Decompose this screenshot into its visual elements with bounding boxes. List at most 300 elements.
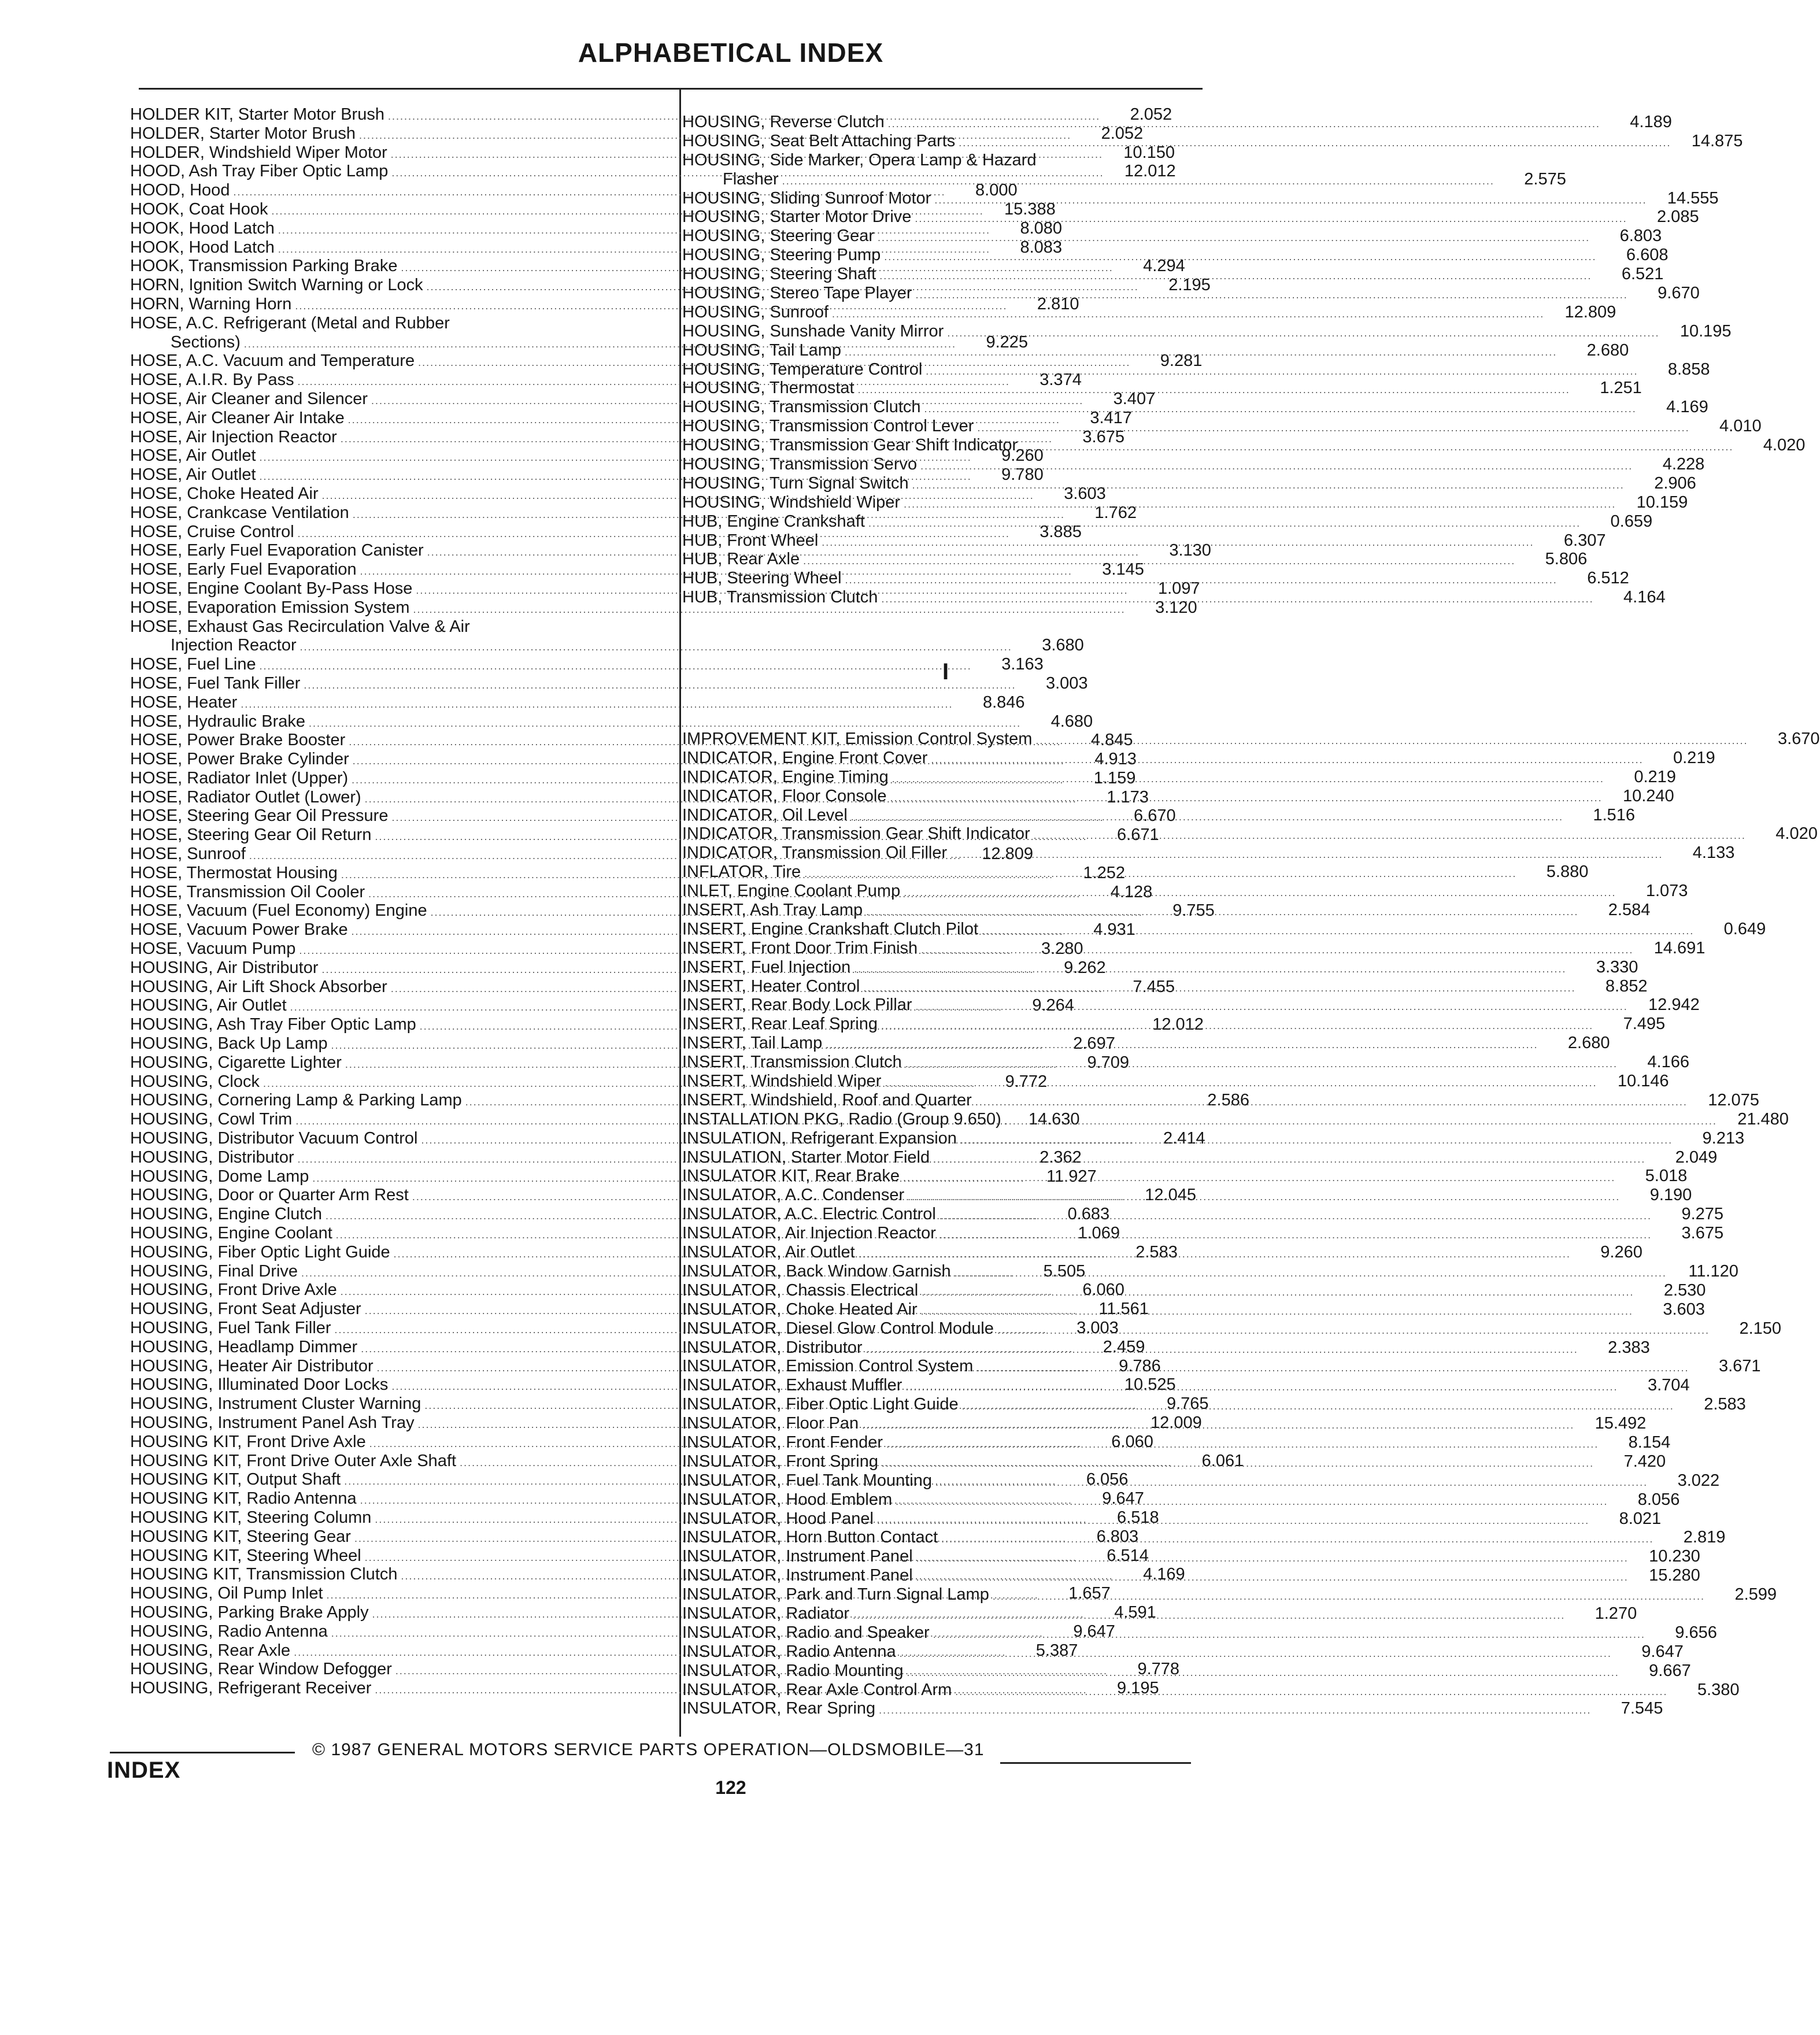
index-entry	[682, 843, 1735, 863]
dot-leader	[959, 134, 1671, 153]
entry-reference: 9.656	[1675, 1623, 1717, 1642]
index-entry	[682, 1053, 1689, 1072]
dot-leader	[260, 657, 972, 676]
index-entry	[682, 1167, 1688, 1186]
entry-name: INSULATOR, Air Outlet	[682, 1243, 855, 1262]
entry-reference: 2.586	[1207, 1091, 1249, 1110]
index-entry	[682, 131, 1743, 151]
index-entry	[682, 588, 1666, 607]
entry-reference: 2.052	[1130, 105, 1172, 124]
index-entry	[682, 1128, 1745, 1148]
index-entry	[682, 360, 1710, 379]
entry-reference: 1.251	[1600, 379, 1642, 398]
index-entry	[682, 208, 1699, 227]
entry-name: INSULATOR, Air Injection Reactor	[682, 1224, 936, 1243]
entry-reference: 5.387	[1035, 1641, 1078, 1660]
entry-reference: 0.683	[1067, 1205, 1110, 1224]
footer-rule-left	[110, 1752, 295, 1753]
index-entry	[682, 1547, 1700, 1566]
entry-name: HOUSING KIT, Front Drive Axle	[130, 1432, 366, 1451]
dot-leader	[904, 883, 1616, 902]
entry-reference: 11.561	[1098, 1300, 1149, 1319]
entry-name: HOUSING, Seat Belt Attaching Parts	[682, 131, 956, 150]
dot-leader	[1021, 438, 1733, 457]
entry-name: HOUSING, Steering Gear	[682, 227, 874, 246]
entry-reference: 8.080	[1020, 219, 1063, 238]
entry-reference: 10.525	[1124, 1375, 1176, 1394]
entry-name: HOSE, Transmission Oil Cooler	[130, 882, 365, 901]
index-entry	[682, 379, 1642, 398]
index-entry	[682, 1604, 1637, 1623]
entry-name: HOUSING, Transmission Control Lever	[682, 417, 974, 436]
index-entry	[682, 113, 1672, 132]
entry-reference: 12.009	[1151, 1413, 1202, 1432]
entry-name: HOUSING, Stereo Tape Player	[682, 284, 912, 303]
entry-reference: 7.545	[1621, 1699, 1663, 1718]
dot-leader	[947, 324, 1659, 343]
entry-name: HOSE, Air Cleaner and Silencer	[130, 389, 368, 408]
entry-name: HOUSING KIT, Transmission Clutch	[130, 1565, 398, 1584]
index-entry	[682, 1261, 1738, 1281]
entry-reference: 12.012	[1152, 1015, 1204, 1034]
entry-reference: 6.061	[1201, 1451, 1244, 1470]
entry-reference: 9.778	[1137, 1660, 1180, 1679]
entry-name: HUB, Rear Axle	[682, 550, 800, 569]
entry-reference: 4.020	[1775, 824, 1818, 843]
dot-leader	[822, 533, 1534, 552]
entry-reference: 3.022	[1677, 1471, 1720, 1490]
entry-reference: 14.630	[1028, 1110, 1080, 1129]
entry-reference: 2.362	[1040, 1148, 1082, 1167]
dot-leader	[881, 590, 1593, 609]
entry-reference: 1.657	[1068, 1584, 1111, 1603]
entry-name: HOSE, Choke Heated Air	[130, 484, 319, 503]
entry-reference: 12.045	[1145, 1186, 1196, 1205]
entry-name: HOOD, Hood	[130, 181, 230, 200]
entry-reference: 1.159	[1093, 768, 1136, 787]
index-entry	[682, 569, 1629, 588]
entry-reference: 4.845	[1090, 731, 1133, 750]
dot-leader	[882, 1451, 1594, 1473]
index-entry	[682, 1395, 1746, 1414]
dot-leader	[905, 1054, 1618, 1074]
index-entry	[682, 901, 1651, 920]
entry-name: HOUSING, Front Seat Adjuster	[130, 1300, 361, 1319]
entry-reference: 5.380	[1697, 1680, 1740, 1699]
index-entry	[682, 730, 1820, 749]
entry-name: INSULATION, Starter Motor Field	[682, 1148, 930, 1167]
entry-reference: 4.010	[1719, 417, 1762, 436]
entry-reference: 1.097	[1158, 579, 1200, 598]
entry-reference: 9.670	[1658, 284, 1700, 303]
entry-reference: 11.927	[1046, 1167, 1097, 1186]
index-entry	[682, 265, 1664, 284]
entry-name: INSULATOR, Front Fender	[682, 1433, 883, 1452]
entry-name: HOSE, Early Fuel Evaporation	[130, 560, 357, 579]
entry-reference: 6.514	[1107, 1546, 1149, 1565]
entry-name: INSERT, Rear Leaf Spring	[682, 1015, 878, 1034]
entry-name: HOLDER, Windshield Wiper Motor	[130, 143, 387, 162]
dot-leader	[878, 228, 1590, 247]
entry-name: HOSE, Crankcase Ventilation	[130, 503, 349, 522]
entry-reference: 3.670	[1777, 730, 1820, 748]
index-entry	[682, 169, 1566, 189]
entry-name: INSULATOR, Diesel Glow Control Module	[682, 1319, 994, 1338]
entry-reference: 6.307	[1563, 531, 1606, 550]
entry-name: HOSE, Sunroof	[130, 845, 246, 864]
dot-leader	[934, 191, 1647, 210]
entry-name: INSERT, Windshield Wiper	[682, 1072, 882, 1091]
dot-leader	[903, 1168, 1615, 1187]
entry-name: HOLDER KIT, Starter Motor Brush	[130, 105, 384, 124]
dot-leader	[832, 305, 1544, 324]
entry-reference: 2.680	[1586, 341, 1629, 360]
entry-reference: 2.530	[1663, 1281, 1706, 1300]
index-entry	[682, 976, 1648, 996]
entry-reference: 8.021	[1619, 1509, 1662, 1528]
entry-reference: 6.512	[1587, 569, 1629, 588]
index-entry	[682, 1034, 1610, 1053]
entry-name: HOUSING, Rear Window Defogger	[130, 1660, 392, 1679]
entry-reference: 2.810	[1037, 294, 1079, 313]
dot-leader	[933, 1625, 1645, 1644]
entry-reference: 1.516	[1593, 805, 1635, 824]
footer-index-label: INDEX	[107, 1758, 181, 1783]
entry-reference: 8.154	[1628, 1433, 1671, 1452]
index-entry	[682, 284, 1700, 303]
index-entry	[682, 512, 1653, 531]
index-entry	[682, 1490, 1680, 1509]
index-entry	[682, 550, 1588, 569]
index-entry	[682, 957, 1638, 977]
entry-name: INSULATOR, A.C. Electric Control	[682, 1205, 936, 1224]
dot-leader	[955, 1261, 1667, 1283]
entry-name: HOUSING, Air Outlet	[130, 996, 287, 1015]
entry-reference: 4.591	[1114, 1603, 1156, 1622]
entry-reference: 4.128	[1110, 882, 1153, 901]
index-entry	[682, 1414, 1647, 1433]
entry-name: HOUSING, Final Drive	[130, 1261, 298, 1281]
dot-leader	[962, 1397, 1674, 1416]
dot-leader	[862, 1413, 1574, 1435]
entry-name: HOSE, Air Outlet	[130, 465, 256, 484]
index-entry	[682, 1243, 1643, 1262]
page-title: ALPHABETICAL INDEX	[578, 38, 884, 68]
entry-name: HOOK, Hood Latch	[130, 219, 275, 238]
dot-leader	[868, 514, 1581, 533]
entry-reference: 3.675	[1082, 427, 1124, 446]
entry-name: INSULATOR, Instrument Panel	[682, 1547, 913, 1566]
entry-reference: 9.755	[1172, 901, 1215, 920]
index-entry	[682, 227, 1662, 246]
entry-name: INSULATOR, Rear Axle Control Arm	[682, 1680, 952, 1699]
dot-leader	[804, 864, 1516, 883]
entry-reference: 7.455	[1133, 977, 1175, 996]
dot-leader	[845, 571, 1558, 590]
entry-name: HOUSING, Side Marker, Opera Lamp & Hazard	[682, 150, 1037, 169]
index-entry	[682, 1357, 1761, 1376]
entry-name: HUB, Transmission Clutch	[682, 588, 878, 607]
entry-name: INSULATOR, A.C. Condenser	[682, 1186, 905, 1205]
entry-name: HOUSING, Distributor Vacuum Control	[130, 1129, 418, 1148]
entry-reference: 4.169	[1666, 398, 1708, 417]
entry-reference: 9.647	[1641, 1642, 1684, 1661]
index-entry	[682, 302, 1616, 322]
dot-leader	[939, 1207, 1652, 1226]
entry-reference: 6.056	[1086, 1470, 1129, 1489]
entry-name: HOSE, Fuel Line	[130, 655, 256, 674]
entry-name: INSULATOR, Floor Pan	[682, 1414, 859, 1433]
dot-leader	[863, 979, 1575, 998]
entry-name: HOUSING, Sunshade Vanity Mirror	[682, 321, 944, 341]
dot-leader	[924, 399, 1637, 419]
entry-name: HOSE, Air Cleaner Air Intake	[130, 408, 345, 427]
entry-name: HOUSING, Fuel Tank Filler	[130, 1319, 331, 1337]
index-entry	[682, 805, 1635, 825]
entry-reference: 9.275	[1681, 1205, 1724, 1224]
dot-leader	[1035, 731, 1748, 750]
entry-reference: 1.252	[1083, 863, 1126, 882]
entry-name: INSULATOR, Radiator	[682, 1604, 850, 1623]
entry-reference: 12.075	[1708, 1090, 1759, 1109]
entry-name: INLET, Engine Coolant Pump	[682, 882, 901, 901]
index-entry	[682, 1471, 1720, 1490]
entry-reference: 5.018	[1645, 1167, 1688, 1186]
entry-name: HOUSING, Ash Tray Fiber Optic Lamp	[130, 1015, 416, 1034]
entry-reference: 1.069	[1078, 1224, 1120, 1243]
entry-name: Injection Reactor	[171, 636, 297, 655]
dot-leader	[892, 769, 1604, 789]
index-entry	[130, 655, 1044, 674]
entry-name: HOSE, A.I.R. By Pass	[130, 371, 294, 390]
entry-reference: 2.085	[1657, 208, 1699, 227]
entry-reference: 6.608	[1626, 246, 1669, 265]
entry-name: HOSE, Power Brake Cylinder	[130, 750, 349, 769]
entry-reference: 3.120	[1155, 598, 1197, 617]
index-entry	[682, 1661, 1691, 1681]
entry-reference: 3.407	[1113, 389, 1156, 408]
page-number: 122	[715, 1777, 746, 1798]
dot-leader	[950, 845, 1663, 864]
index-entry	[682, 1680, 1740, 1700]
entry-reference: 6.060	[1111, 1432, 1153, 1451]
entry-name: HOLDER, Starter Motor Brush	[130, 124, 356, 143]
entry-name: HOSE, Vacuum Power Brake	[130, 920, 348, 939]
entry-name: HOSE, Early Fuel Evaporation Canister	[130, 541, 424, 560]
index-entry	[682, 1509, 1662, 1529]
entry-name: HOUSING, Transmission Servo	[682, 455, 918, 474]
entry-name: HOUSING, Cigarette Lighter	[130, 1053, 342, 1072]
entry-reference: 3.130	[1169, 541, 1211, 560]
entry-reference: 3.680	[1042, 636, 1084, 655]
dot-leader	[916, 1549, 1629, 1568]
entry-name: HORN, Warning Horn	[130, 294, 292, 313]
entry-reference: 5.880	[1546, 863, 1589, 882]
dot-leader	[941, 1530, 1653, 1549]
index-entry	[682, 1109, 1789, 1129]
entry-name: INSULATOR, Fiber Optic Light Guide	[682, 1395, 959, 1414]
entry-reference: 12.942	[1648, 996, 1700, 1015]
entry-name: INSULATOR, Emission Control System	[682, 1357, 974, 1376]
index-entry	[682, 1148, 1718, 1167]
entry-reference: 9.281	[1160, 352, 1203, 371]
entry-reference: 10.150	[1123, 143, 1175, 162]
entry-name: INSULATOR, Choke Heated Air	[682, 1300, 918, 1319]
entry-reference: 3.163	[1001, 655, 1044, 674]
index-entry	[682, 1319, 1782, 1338]
dot-leader	[997, 1321, 1710, 1340]
entry-reference: 4.189	[1630, 113, 1672, 131]
index-entry	[682, 436, 1806, 455]
entry-reference: 0.219	[1634, 767, 1676, 786]
entry-reference: 3.280	[1041, 939, 1083, 959]
entry-name: INSULATOR, Hood Emblem	[682, 1490, 893, 1509]
dot-leader	[886, 1432, 1599, 1454]
entry-name: IMPROVEMENT KIT, Emission Control System	[682, 730, 1033, 748]
entry-reference: 1.270	[1595, 1604, 1637, 1623]
index-entry	[682, 919, 1766, 939]
entry-name: HOSE, Radiator Outlet (Lower)	[130, 787, 361, 806]
entry-name: HOUSING, Tail Lamp	[682, 341, 842, 360]
entry-reference: 2.150	[1739, 1319, 1782, 1338]
entry-reference: 6.670	[1134, 806, 1176, 826]
entry-reference: 1.173	[1107, 787, 1149, 806]
index-entry	[682, 1186, 1692, 1205]
entry-name: HOUSING KIT, Steering Wheel	[130, 1546, 361, 1565]
entry-name: HOOK, Hood Latch	[130, 238, 275, 257]
entry-reference: 3.603	[1663, 1300, 1705, 1319]
entry-reference: 1.762	[1094, 503, 1137, 522]
entry-name: INSULATION, Refrigerant Expansion	[682, 1128, 957, 1148]
dot-leader	[304, 676, 1016, 695]
entry-name: INSERT, Rear Body Lock Pillar	[682, 996, 912, 1015]
entry-reference: 12.809	[1564, 302, 1616, 321]
entry-reference: 9.213	[1702, 1128, 1745, 1148]
entry-reference: 2.583	[1704, 1395, 1746, 1414]
dot-leader	[845, 343, 1557, 362]
entry-name: INSULATOR, Radio Mounting	[682, 1661, 904, 1680]
entry-name: HOUSING, Cowl Trim	[130, 1110, 293, 1129]
entry-name: INSERT, Windshield, Roof and Quarter	[682, 1090, 972, 1109]
entry-reference: 8.846	[982, 693, 1025, 712]
entry-reference: 0.659	[1610, 512, 1653, 531]
entry-name: HOUSING, Instrument Cluster Warning	[130, 1394, 421, 1414]
entry-name: HOUSING, Engine Clutch	[130, 1205, 323, 1224]
index-entry	[130, 314, 665, 333]
entry-name: HOUSING, Engine Coolant	[130, 1224, 332, 1243]
entry-name: HOSE, Fuel Tank Filler	[130, 674, 301, 693]
entry-reference: 5.505	[1043, 1261, 1086, 1281]
entry-name: HOOK, Transmission Parking Brake	[130, 257, 398, 276]
entry-name: HOSE, A.C. Refrigerant (Metal and Rubber	[130, 313, 450, 332]
entry-reference: 2.383	[1608, 1338, 1650, 1357]
dot-leader	[916, 997, 1628, 1016]
dot-leader	[960, 1131, 1673, 1150]
index-entry	[682, 1699, 1663, 1718]
entry-reference: 4.020	[1763, 436, 1806, 455]
entry-name: INSULATOR, Exhaust Muffler	[682, 1376, 902, 1395]
dot-leader	[920, 457, 1633, 476]
entry-name: HOUSING, Thermostat	[682, 379, 854, 398]
index-entry	[682, 473, 1696, 493]
entry-reference: 6.518	[1117, 1508, 1159, 1527]
entry-reference: 1.073	[1645, 882, 1688, 901]
dot-leader	[900, 1644, 1612, 1663]
entry-reference: 14.555	[1667, 188, 1719, 208]
entry-name: HOUSING, Headlamp Dimmer	[130, 1337, 358, 1356]
entry-reference: 2.583	[1135, 1242, 1178, 1261]
entry-name: HOSE, Thermostat Housing	[130, 863, 338, 882]
index-entry	[682, 455, 1705, 474]
entry-reference: 9.262	[1064, 958, 1106, 977]
entry-name: HOUSING, Rear Axle	[130, 1641, 291, 1660]
dot-leader	[1034, 826, 1746, 845]
entry-reference: 0.219	[1673, 748, 1715, 767]
entry-name: HOUSING KIT, Radio Antenna	[130, 1489, 357, 1508]
index-entry	[130, 636, 1084, 655]
entry-reference: 4.166	[1647, 1053, 1689, 1072]
entry-name: HOSE, Hydraulic Brake	[130, 712, 305, 731]
entry-reference: 9.260	[1001, 446, 1044, 465]
entry-name: HOUSING, Oil Pump Inlet	[130, 1584, 323, 1603]
entry-name: HOUSING KIT, Steering Gear	[130, 1527, 351, 1546]
entry-reference: 15.280	[1649, 1566, 1700, 1585]
entry-reference: 0.649	[1723, 919, 1766, 938]
entry-name: HOSE, A.C. Vacuum and Temperature	[130, 352, 415, 371]
entry-reference: 7.495	[1623, 1015, 1666, 1034]
entry-reference: 9.647	[1073, 1622, 1115, 1641]
entry-name: HOUSING, Distributor	[130, 1148, 294, 1167]
entry-reference: 2.195	[1168, 276, 1211, 295]
entry-reference: 15.388	[1004, 199, 1056, 219]
entry-name: INSULATOR, Park and Turn Signal Lamp	[682, 1585, 989, 1604]
entry-reference: 21.480	[1737, 1109, 1789, 1128]
index-entry	[682, 1072, 1669, 1091]
entry-name: HOUSING, Instrument Panel Ash Tray	[130, 1413, 415, 1432]
entry-reference: 8.056	[1637, 1490, 1680, 1509]
entry-name: INSULATOR, Distributor	[682, 1338, 863, 1357]
dot-leader	[955, 1682, 1667, 1701]
dot-leader	[931, 750, 1643, 769]
entry-reference: 4.164	[1623, 588, 1666, 607]
entry-name: INDICATOR, Transmission Oil Filler	[682, 843, 948, 863]
entry-name: HOSE, Cruise Control	[130, 522, 294, 541]
entry-name: HOUSING, Windshield Wiper	[682, 493, 901, 512]
entry-reference: 9.264	[1032, 996, 1074, 1015]
entry-name: INDICATOR, Oil Level	[682, 805, 848, 824]
title-rule	[139, 88, 1203, 90]
entry-name: HOUSING, Dome Lamp	[130, 1167, 309, 1186]
dot-leader	[890, 789, 1602, 808]
dot-leader	[884, 247, 1596, 267]
entry-reference: 9.225	[986, 332, 1029, 352]
index-entry	[682, 398, 1708, 417]
entry-reference: 3.374	[1040, 371, 1082, 390]
dot-leader	[881, 1016, 1593, 1035]
entry-name: INFLATOR, Tire	[682, 863, 801, 882]
entry-reference: 6.060	[1082, 1281, 1124, 1300]
entry-reference: 8.083	[1020, 238, 1063, 257]
entry-name: INSULATOR, Instrument Panel	[682, 1566, 913, 1585]
entry-name: INDICATOR, Transmission Gear Shift Indicator	[682, 824, 1030, 843]
entry-name: HOUSING, Back Up Lamp	[130, 1034, 328, 1053]
dot-leader	[976, 1356, 1689, 1378]
index-entry	[130, 693, 1025, 712]
entry-reference: 8.858	[1667, 360, 1710, 379]
dot-leader	[905, 1378, 1618, 1397]
entry-reference: 2.680	[1567, 1034, 1610, 1053]
entry-reference: 2.819	[1683, 1528, 1726, 1547]
